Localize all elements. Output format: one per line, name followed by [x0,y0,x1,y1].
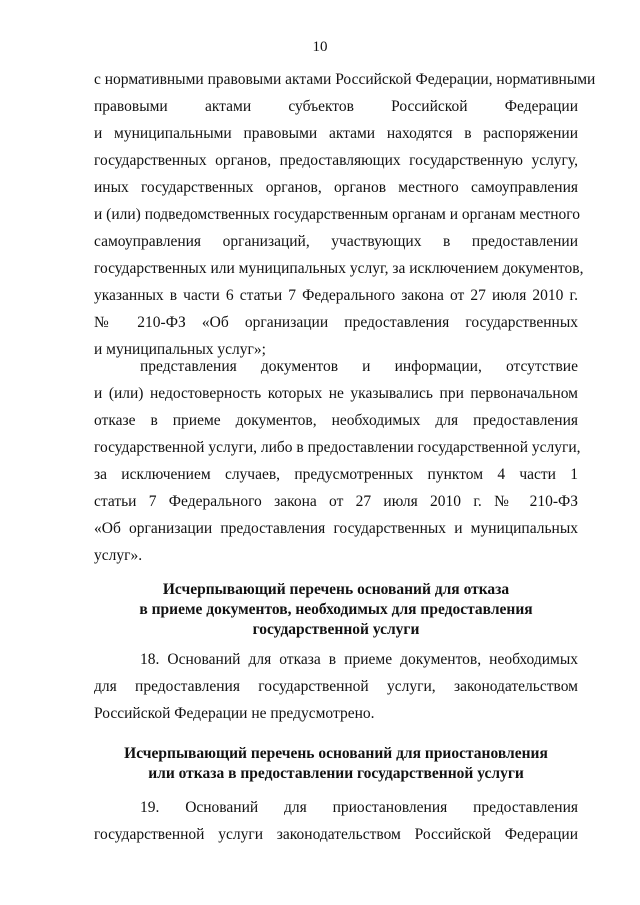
text-line: «Об организации предоставления государственных и муниципальных [94,520,578,537]
text-line: статьи 7 Федерального закона от 27 июля 2010 г. № 210-ФЗ [94,493,578,510]
text-line: государственных органов, предоставляющих государственную услугу, [94,152,578,169]
paragraph-representation [94,353,581,569]
page-number: 10 [312,39,328,55]
paragraph-item-18 [94,646,578,727]
heading-line: Исчерпывающий перечень оснований для приостановления [124,745,548,762]
paragraph-continuation [94,66,596,363]
text-line: указанных в части 6 статьи 7 Федерального закона от 27 июля 2010 г. [94,287,578,304]
text-line: иных государственных органов, органов местного самоуправления [94,179,578,196]
paragraph-item-19 [94,794,578,848]
text-line: с нормативными правовыми актами Российской Федерации, нормативными [94,71,596,88]
text-line: и (или) подведомственных государственным органам и органам местного [94,206,580,223]
text-line: государственной услуги, либо в предоставлении государственной услуги, [94,439,581,456]
text-line: государственных или муниципальных услуг, за исключением документов, [94,260,584,277]
heading-line: государственной услуги [252,621,420,638]
heading-line: в приеме документов, необходимых для предоставления [139,601,533,618]
text-line: правовыми актами субъектов Российской Федерации [94,98,578,115]
text-line: отказе в приеме документов, необходимых для предоставления [94,412,578,429]
heading-line: Исчерпывающий перечень оснований для отказа [162,581,510,598]
text-line: и (или) недостоверность которых не указывались при первоначальном [94,385,578,402]
text-line: 19. Оснований для приостановления предоставления [140,799,578,816]
text-line: 18. Оснований для отказа в приеме документов, необходимых [140,651,578,668]
text-line: № 210-ФЗ «Об организации предоставления государственных [94,314,578,331]
text-line: и муниципальных услуг»; [94,341,266,358]
text-line: для предоставления государственной услуги, законодательством [94,678,578,695]
text-line: представления документов и информации, отсутствие [140,358,578,375]
text-line: и муниципальными правовыми актами находятся в распоряжении [94,125,578,142]
section-heading-refusal [94,580,578,640]
section-heading-suspension [94,744,578,784]
text-line: Российской Федерации не предусмотрено. [94,705,375,722]
text-line: за исключением случаев, предусмотренных пунктом 4 части 1 [94,466,578,483]
text-line: услуг». [94,547,143,564]
heading-line: или отказа в предоставлении государственной услуги [148,765,524,782]
text-line: государственной услуги законодательством Российской Федерации [94,826,578,843]
text-line: самоуправления организаций, участвующих в предоставлении [94,233,578,250]
